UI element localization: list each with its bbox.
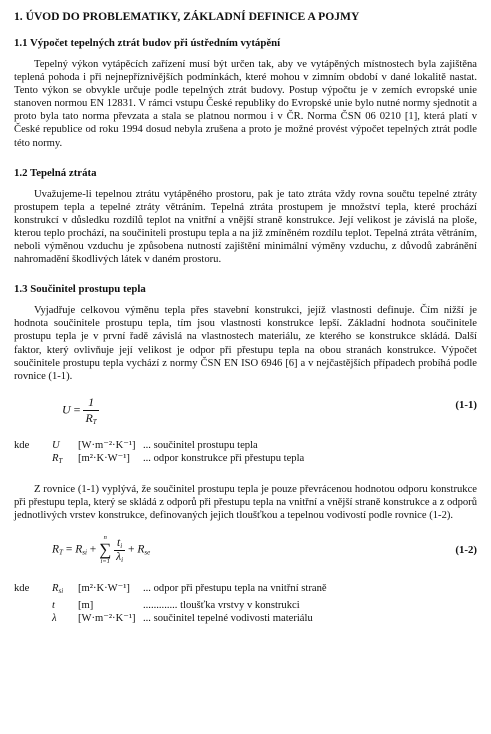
symbol-lambda: λ <box>52 613 57 625</box>
symbol-rt: $R_T$ <box>52 453 63 466</box>
section-title: 1.2 Tepelná ztráta <box>14 166 97 179</box>
definition-desc: ... odpor konstrukce při přestupu tepla <box>143 453 305 465</box>
definition-desc: ............. tloušťka vrstvy v konstrukci <box>143 599 300 611</box>
definition-unit: [W·m⁻²·K⁻¹] <box>78 439 136 451</box>
symbol-rsi: $R_{si}$ <box>52 583 64 596</box>
symbol-u: U <box>52 439 60 451</box>
paragraph: Tepelný výkon vytápěcích zařízení musí být určen tak, aby ve vytápěných místnostech byla zajištěna teplená pohoda i při nejnepříznivějších podmínkách, které mohou v zimním období v dané lokalitě nastat. Tento výkon se obvykle určuje podle tepelných ztrát budovy. Postup výpočtu je v zemích evropské unie stanoven normou EN 12831. V rámci vstupu České republiky do Evropské unie bylo nutné normy sjednotit a proto byla tato norma převzata a stala se platnou normou i v ČR. Norma ČSN 06 0210 [1], která platí v České republice od roku 1994 dosud nebyla zrušena a proto je možné provést výpočet tepelných ztrát podle této normy. <box>14 59 477 149</box>
equation-1-2 <box>14 530 477 576</box>
definition-lead: kde <box>14 583 30 595</box>
definition-desc: ... součinitel prostupu tepla <box>143 439 258 451</box>
equation-number: (1-1) <box>455 398 477 411</box>
paragraph: Z rovnice (1-1) vyplývá, že součinitel prostupu tepla je pouze převrácenou hodnotou odporu konstrukce při přestupu tepla, který se skládá z odporů při přestupu tepla na vnitřní a vnější straně konstrukce a z odporů jednotlivých vrstev konstrukce, definovaných jejich tloušťkou a tepelnou vodivostí podle rovnice (1-2). <box>14 483 477 521</box>
definition-unit: [m] <box>78 599 94 611</box>
equation-1-1-formula: U = $\frac{1}{R_T}$ <box>62 394 97 426</box>
equation-number: (1-2) <box>455 544 477 557</box>
definition-unit: [W·m⁻²·K⁻¹] <box>78 613 136 625</box>
equation-1-2-formula: $R_T = R_{si}$ + n ∑ i=1 $\frac{t_i}{\lambda_i}$ + $R_{se}$ <box>52 534 151 566</box>
section-title: 1.3 Součinitel prostupu tepla <box>14 283 146 296</box>
paragraph: Vyjadřuje celkovou výměnu tepla přes stavební konstrukci, jejíž vlastnosti definuje. Čím nižší je hodnota součinitele prostupu tepla, tím jsou vlastnosti konstrukce lepší. Základní hodnota součinitele prostupu tepla je v první řadě závislá na vlastnostech materiálu, ze kterého se konstrukce skládá. Další faktor, který ovlivňuje její velikost je odpor při přestupu tepla na obou stranách konstrukce. Výpočet součinitele prostupu tepla vychází z normy ČSN EN ISO 6946 [6] a v nejčastějších případech probíhá podle rovnice (1-1). <box>14 305 477 382</box>
definition-unit: [m²·K·W⁻¹] <box>78 583 130 595</box>
symbol-t: t <box>52 599 55 611</box>
definition-unit: [m²·K·W⁻¹] <box>78 453 130 465</box>
definition-lead: kde <box>14 439 30 451</box>
symbol-definitions-2 <box>14 582 477 626</box>
definition-desc: ... součinitel tepelné vodivosti materiálu <box>143 613 313 625</box>
symbol-definitions-1 <box>14 439 477 469</box>
chapter-title: 1. ÚVOD DO PROBLEMATIKY, ZÁKLADNÍ DEFINICE A POJMY <box>14 10 360 23</box>
paragraph: Uvažujeme-li tepelnou ztrátu vytápěného prostoru, pak je tato ztráta vždy rovna součtu tepelné ztráty prostupem tepla a tepelné ztráty větráním. Tepelná ztráta prostupem je množství tepla, které prochází konstrukcí v důsledku rozdílů teplot na vnitřní a vnější straně konstrukce. Její velikost je závislá na ploše, kterou teplo prochází, na součiniteli prostupu tepla a na již zmíněném rozdílu teplot. Tepelná ztráta větráním, neboli výměnou vzduchu je způsobena nutností zajištění minimální výměny vzduchu, z důvodů zabránění nahromadění škodlivých látek v daném prostoru. <box>14 188 477 266</box>
definition-desc: ... odpor při přestupu tepla na vnitřní straně <box>143 583 327 595</box>
section-title: 1.1 Výpočet tepelných ztrát budov při ústředním vytápění <box>14 37 281 49</box>
equation-1-1 <box>14 389 477 431</box>
